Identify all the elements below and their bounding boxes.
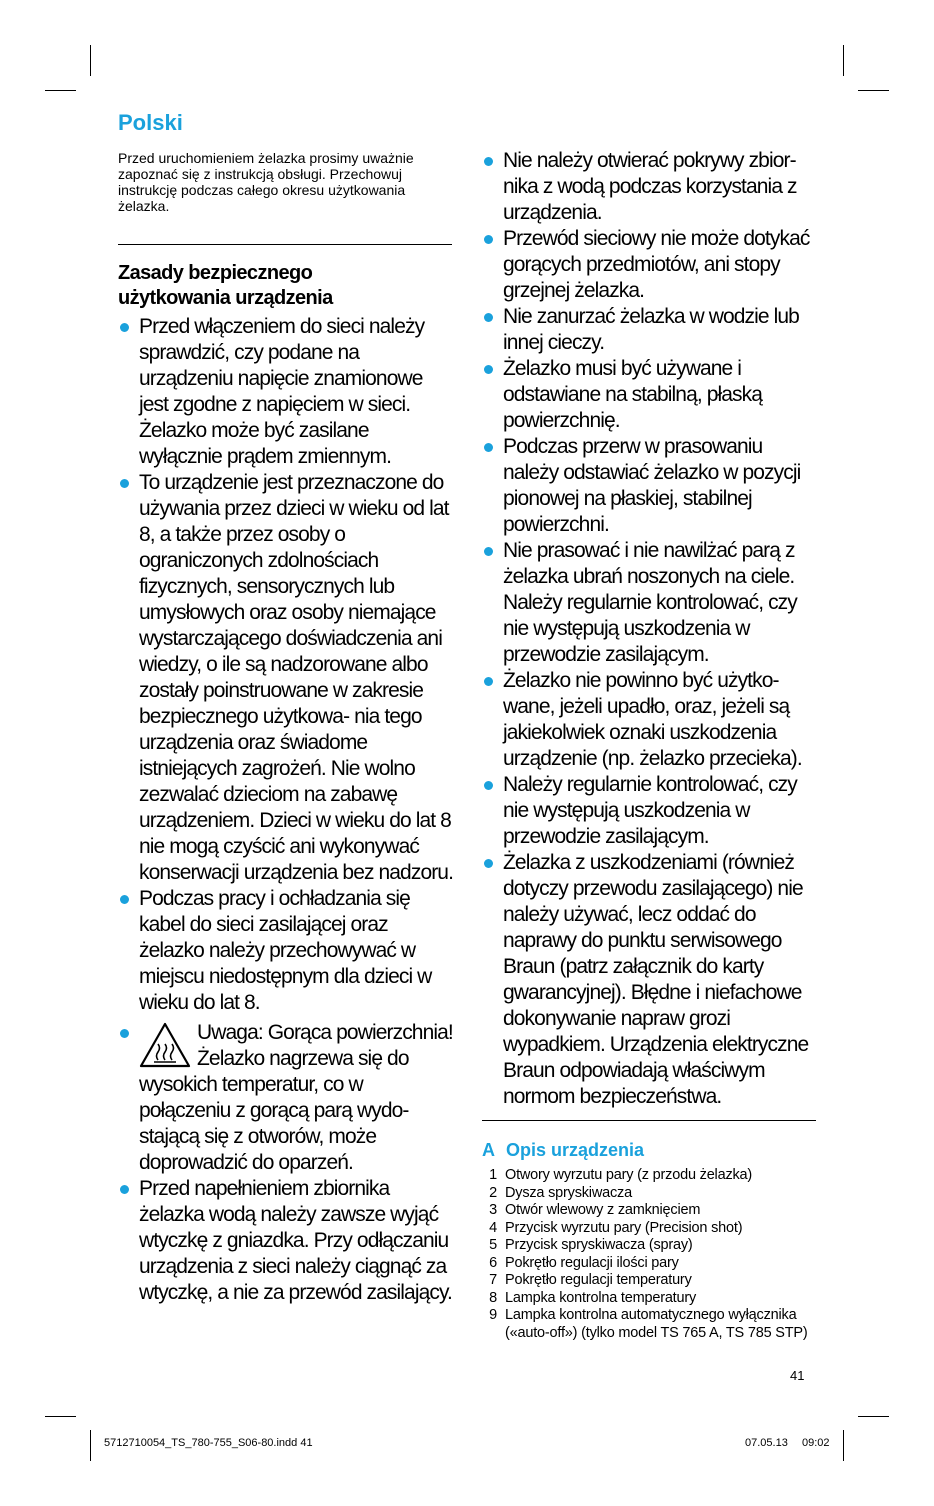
list-item-text: Nie prasować i nie nawilżać parą z żelazka ubrań noszonych na ciele. Należy regularnie kontrolować, czy nie występują uszkodzenia w przewodzie zasilającym. xyxy=(503,539,797,666)
list-item xyxy=(482,850,816,1110)
safety-title xyxy=(118,261,454,311)
bullet-dot xyxy=(484,443,493,452)
section-divider xyxy=(118,244,452,245)
section-letter: A xyxy=(482,1140,495,1160)
list-item-text: Podczas przerw w prasowaniu należy odstawiać żelazko w pozycji pionowej na płaskiej, stabilnej powierzchni. xyxy=(503,435,801,536)
list-item-text: Podczas pracy i ochładzania się kabel do sieci zasilającej oraz żelazko należy przechowywać w miejscu niedostępnym dla dzieci w wieku do lat 8. xyxy=(139,887,432,1014)
part-label: Otwór wlewowy z zamknięciem xyxy=(505,1202,701,1218)
part-number: 5 xyxy=(489,1237,497,1253)
part-number: 6 xyxy=(489,1254,497,1271)
bullet-dot xyxy=(120,479,129,488)
bullet-dot xyxy=(120,1029,129,1038)
part-number: 1 xyxy=(489,1167,497,1183)
list-item-text: Żelazko musi być używane i odstawiane na stabilną, płaską powierzchnię. xyxy=(503,357,763,432)
list-item xyxy=(482,356,816,434)
page-number: 41 xyxy=(790,1368,805,1383)
list-item-text: To urządzenie jest przeznaczone do używania przez dzieci w wieku od lat 8, a także przez osoby o ograniczonych zdolnościach fizycznych, sensorycznych lub umysłowych oraz osoby niemające wystarczającego doświadczenia ani wiedzy, o ile są nadzorowane albo zostały poinstruowane w zakresie bezpiecznego użytkowa- nia tego urządzenia oraz świadome istniejących zagrożeń. Nie wolno zezwalać dzieciom na zabawę urządzeniem. Dzieci w wieku do lat 8 nie mogą czyścić ani wykonywać konserwacji urządzenia bez nadzoru. xyxy=(139,471,454,884)
left-column xyxy=(118,110,454,1306)
section-divider xyxy=(482,1120,816,1121)
bullet-dot xyxy=(484,313,493,322)
hot-surface-warning-icon xyxy=(139,1022,191,1068)
bullet-dot xyxy=(120,1185,129,1194)
list-item xyxy=(482,1220,816,1238)
list-item xyxy=(482,434,816,538)
bullet-dot xyxy=(484,677,493,686)
footer-time: 09:02 xyxy=(802,1437,830,1449)
part-number: 8 xyxy=(489,1289,497,1306)
part-label: Pokrętło regulacji ilości pary xyxy=(505,1254,679,1271)
list-item-text: Nie zanurzać żelazka w wodzie lub innej cieczy. xyxy=(503,305,799,354)
crop-mark xyxy=(45,90,76,91)
list-item xyxy=(482,772,816,850)
list-item xyxy=(482,304,816,356)
list-item-text: Uwaga: Gorąca powierzchnia! Żelazko nagrzewa się do wysokich temperatur, co w połączeniu z gorącą parą wydo- stającą się z otworów, może doprowadzić do oparzeń. xyxy=(139,1021,453,1174)
bullet-dot xyxy=(484,781,493,790)
part-label: Otwory wyrzutu pary (z przodu żelazka) xyxy=(505,1167,753,1183)
crop-mark xyxy=(90,45,91,76)
part-label: Lampka kontrolna temperatury xyxy=(505,1289,697,1306)
crop-mark xyxy=(858,90,889,91)
list-item xyxy=(482,226,816,304)
description-heading xyxy=(482,1139,816,1161)
intro-text: Przed uruchomieniem żelazka prosimy uważnie zapoznać się z instrukcją obsługi. Przechowuj instrukcję podczas całego okresu użytkowania żelazka. xyxy=(118,150,414,214)
bullet-dot xyxy=(484,859,493,868)
footer-date: 07.05.13 xyxy=(745,1437,788,1449)
list-item xyxy=(118,1020,454,1176)
safety-list-left xyxy=(118,314,454,1306)
list-item xyxy=(482,1185,816,1203)
part-label: Dysza spryskiwacza xyxy=(505,1184,632,1201)
list-item xyxy=(482,1272,816,1290)
list-item xyxy=(482,1202,816,1220)
list-item xyxy=(118,314,454,470)
part-number: 9 xyxy=(489,1307,497,1323)
description-title: Opis urządzenia xyxy=(506,1140,645,1160)
bullet-dot xyxy=(484,365,493,374)
part-number: 7 xyxy=(489,1272,497,1288)
list-item-text: Żelazko nie powinno być użytko- wane, jeżeli upadło, oraz, jeżeli są jakiekolwiek oznaki uszkodzenia urządzenie (np. żelazko przecieka). xyxy=(503,669,802,770)
list-item xyxy=(482,1290,816,1308)
list-item-text: Należy regularnie kontrolować, czy nie występują uszkodzenia w przewodzie zasilającym. xyxy=(503,773,797,848)
part-number: 2 xyxy=(489,1184,497,1201)
bullet-dot xyxy=(484,157,493,166)
safety-title-line2: użytkowania urządzenia xyxy=(118,287,333,309)
bullet-dot xyxy=(120,323,129,332)
parts-list xyxy=(482,1167,816,1342)
footer-file: 5712710054_TS_780-755_S06-80.indd 41 xyxy=(104,1437,313,1449)
right-column xyxy=(482,148,816,1342)
list-item xyxy=(118,470,454,886)
crop-mark xyxy=(858,1416,889,1417)
crop-mark xyxy=(843,1430,844,1461)
list-item xyxy=(482,538,816,668)
list-item-text: Przed włączeniem do sieci należy sprawdzić, czy podane na urządzeniu napięcie znamionowe jest zgodne z napięciem w sieci. Żelazko może być zasilane wyłącznie prądem zmiennym. xyxy=(139,315,425,468)
list-item xyxy=(118,886,454,1016)
list-item xyxy=(482,1237,816,1255)
list-item xyxy=(482,1307,816,1342)
bullet-dot xyxy=(484,547,493,556)
safety-list-right xyxy=(482,148,816,1110)
list-item-text: Przewód sieciowy nie może dotykać gorących przedmiotów, ani stopy grzejnej żelazka. xyxy=(503,227,810,302)
part-label: Pokrętło regulacji temperatury xyxy=(505,1272,692,1288)
crop-mark xyxy=(843,45,844,76)
part-number: 4 xyxy=(489,1219,497,1236)
part-label: Lampka kontrolna automatycznego wyłącznika («auto-off») (tylko model TS 765 A, TS 785 STP) xyxy=(505,1307,808,1341)
safety-title-line1: Zasady bezpiecznego xyxy=(118,262,313,284)
bullet-dot xyxy=(120,895,129,904)
list-item xyxy=(482,1167,816,1185)
bullet-dot xyxy=(484,235,493,244)
language-heading: Polski xyxy=(118,110,183,135)
list-item-text: Żelazka z uszkodzeniami (również dotyczy przewodu zasilającego) nie należy używać, lecz oddać do naprawy do punktu serwisowego Braun (patrz załącznik do karty gwarancyjnej). Błędne i niefachowe dokonywanie napraw grozi wypadkiem. Urządzenia elektryczne Braun odpowiadają właściwym normom bezpieczeństwa. xyxy=(503,851,809,1108)
list-item-text: Przed napełnieniem zbiornika żelazka wodą należy zawsze wyjąć wtyczkę z gniazdka. Przy odłączaniu urządzenia z sieci należy ciągnąć za wtyczkę, a nie za przewód zasilający. xyxy=(139,1177,452,1304)
list-item xyxy=(482,148,816,226)
part-number: 3 xyxy=(489,1202,497,1218)
part-label: Przycisk spryskiwacza (spray) xyxy=(505,1237,693,1253)
list-item xyxy=(482,1255,816,1273)
crop-mark xyxy=(90,1430,91,1461)
part-label: Przycisk wyrzutu pary (Precision shot) xyxy=(505,1219,743,1236)
crop-mark xyxy=(45,1416,76,1417)
list-item-text: Nie należy otwierać pokrywy zbior- nika z wodą podczas korzystania z urządzenia. xyxy=(503,149,797,224)
list-item xyxy=(118,1176,454,1306)
list-item xyxy=(482,668,816,772)
